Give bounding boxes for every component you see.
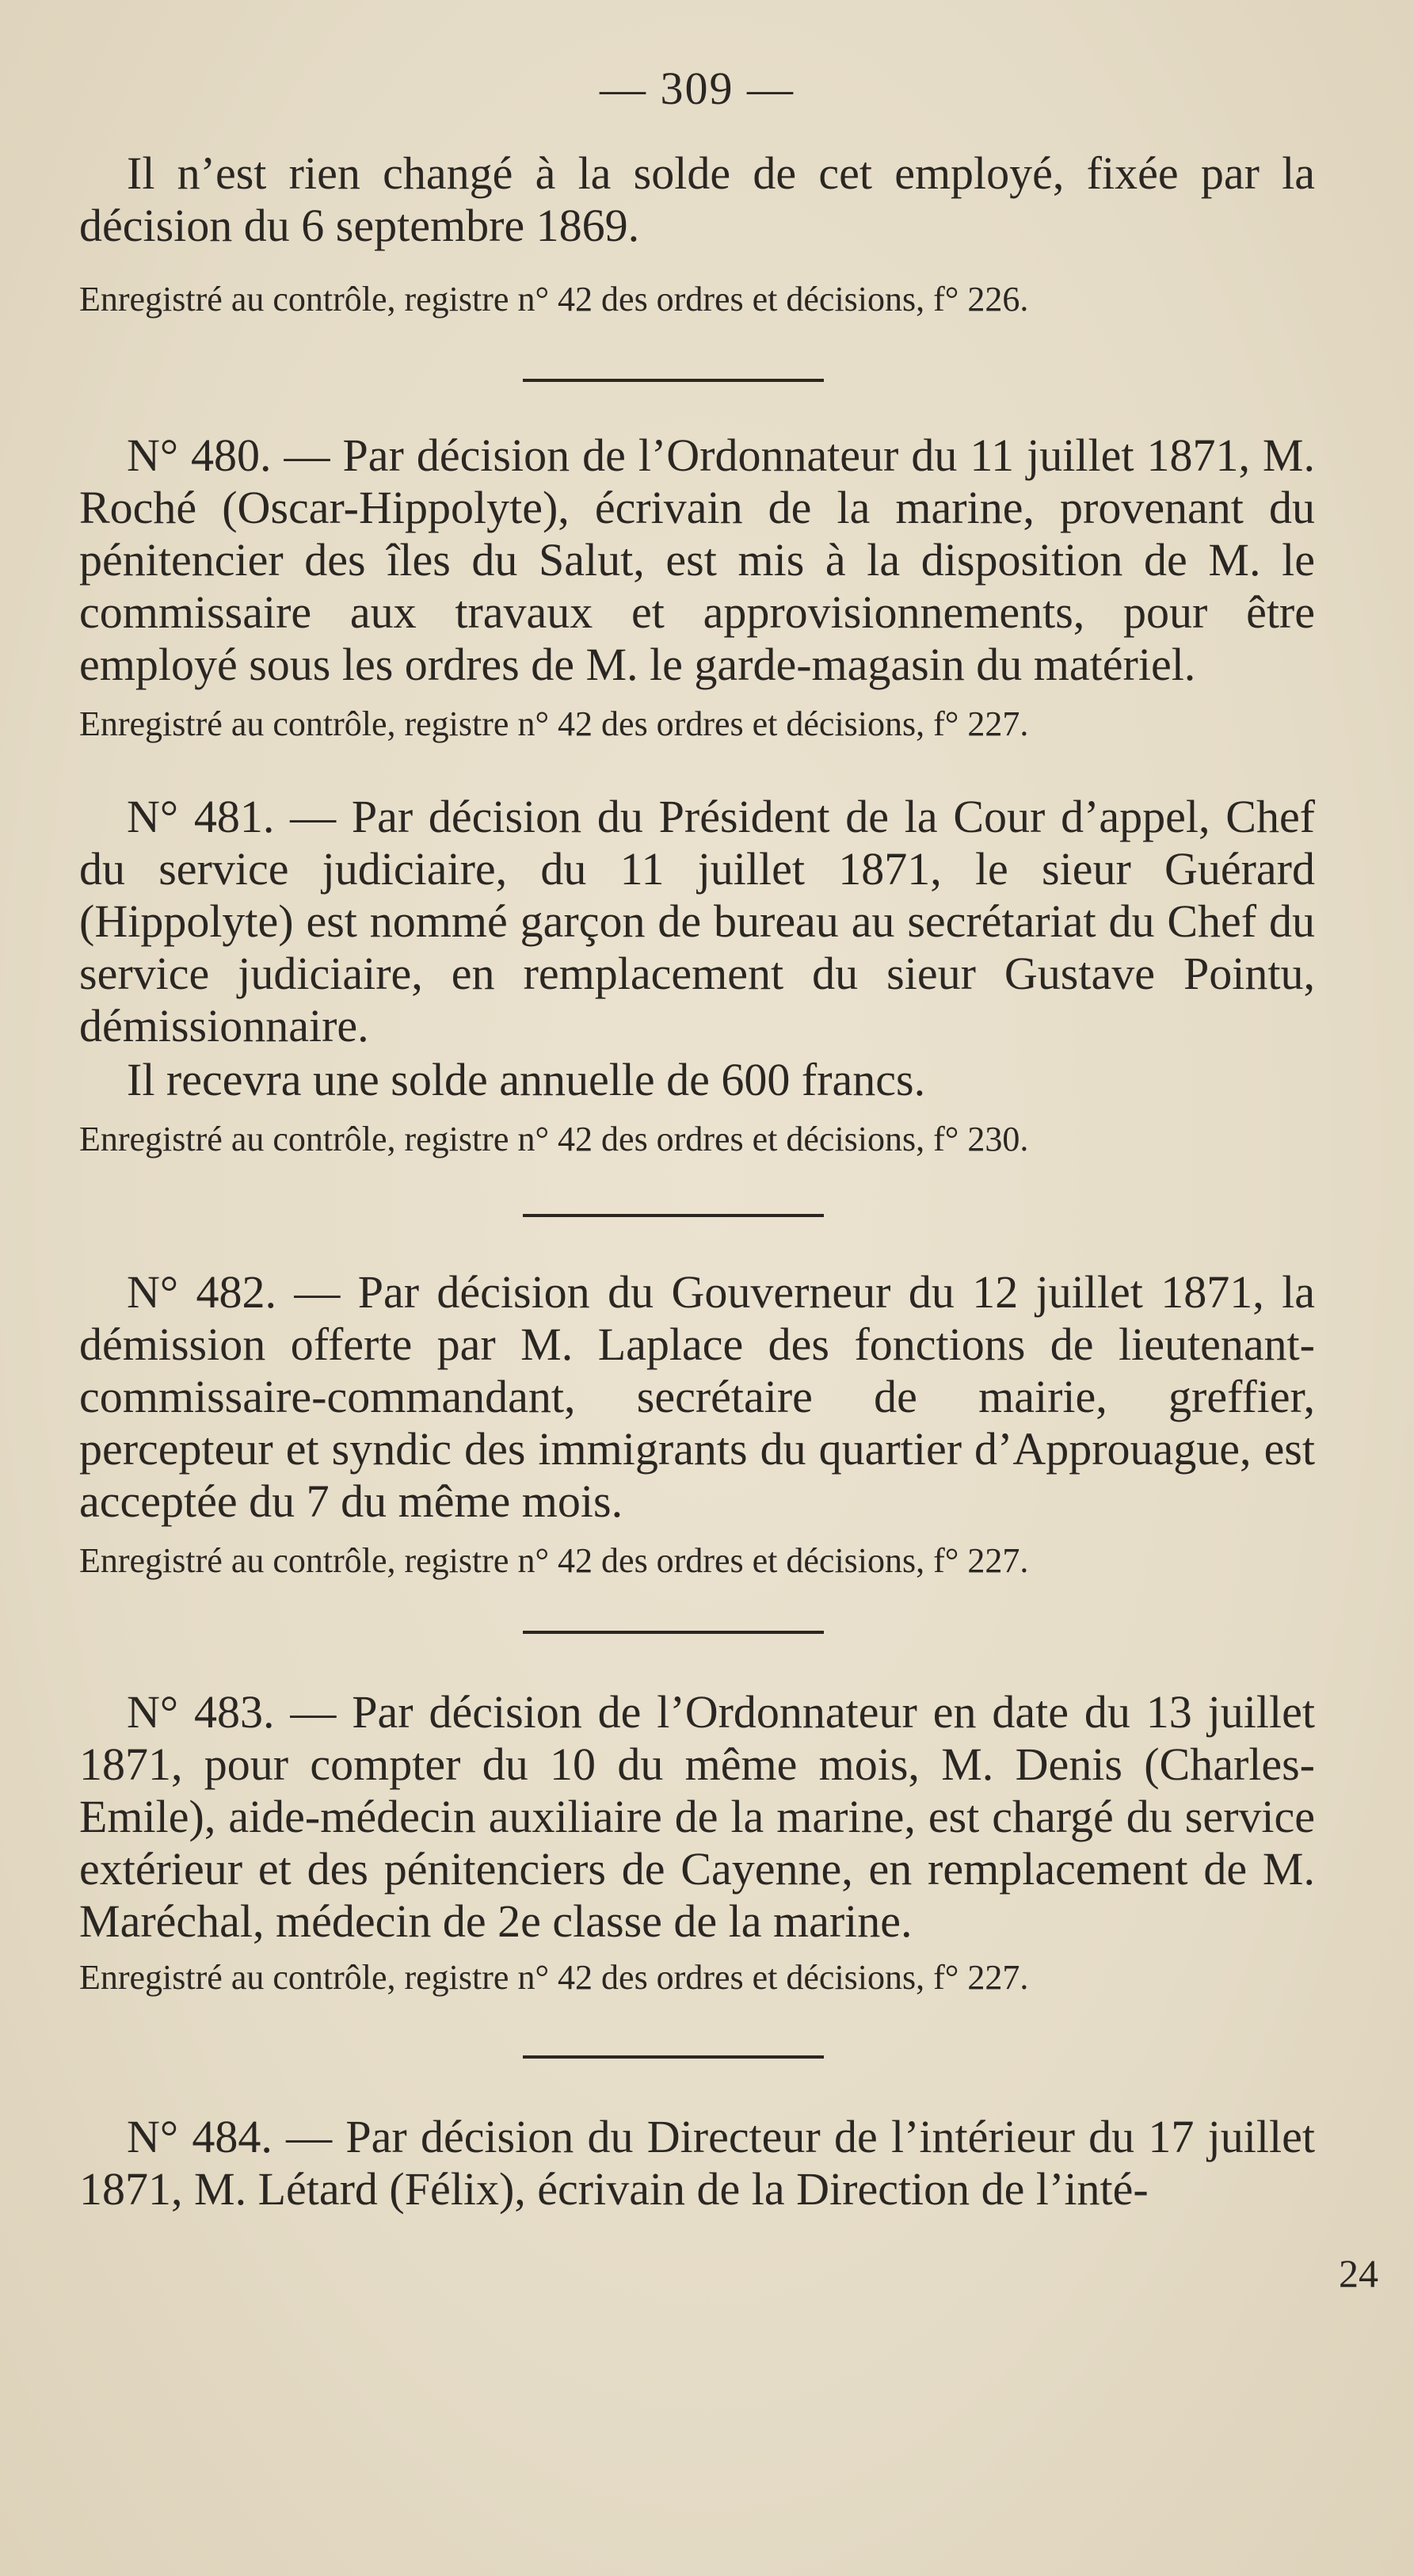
registry-note: Enregistré au contrôle, registre n° 42 des ordres et décisions, f° 227.: [79, 704, 1029, 743]
decision-481-solde: Il recevra une solde annuelle de 600 francs.: [127, 1054, 926, 1105]
paragraph-intro: Il n’est rien changé à la solde de cet employé, fixée par la décision du 6 septembre 1869.: [79, 147, 1315, 251]
section-divider: [523, 1214, 824, 1217]
signature-mark: 24: [1339, 2251, 1378, 2296]
section-divider: [523, 2055, 824, 2059]
decision-480-text: N° 480. — Par décision de l’Ordonnateur du 11 juillet 1871, M. Roché (Oscar-Hippolyte), écrivain de la marine, provenant du pénitencier des îles du Salut, est mis à la disposition de M. le commissaire aux travaux et approvisionnements, pour être employé sous les ordres de M. le garde-magasin du matériel.: [79, 429, 1315, 690]
registry-note: Enregistré au contrôle, registre n° 42 des ordres et décisions, f° 230.: [79, 1120, 1029, 1158]
section-divider: [523, 379, 824, 382]
registry-note: Enregistré au contrôle, registre n° 42 des ordres et décisions, f° 227.: [79, 1541, 1029, 1580]
registry-note: Enregistré au contrôle, registre n° 42 des ordres et décisions, f° 227.: [79, 1958, 1029, 1997]
registry-note: Enregistré au contrôle, registre n° 42 des ordres et décisions, f° 226.: [79, 280, 1029, 319]
section-divider: [523, 1631, 824, 1634]
decision-483-text: N° 483. — Par décision de l’Ordonnateur en date du 13 juillet 1871, pour compter du 10 du même mois, M. Denis (Charles-Emile), aide-médecin auxiliaire de la marine, est chargé du service extérieur et des pénitenciers de Cayenne, en remplacement de M. Maréchal, médecin de 2e classe de la marine.: [79, 1686, 1315, 1947]
decision-484-text: N° 484. — Par décision du Directeur de l’intérieur du 17 juillet 1871, M. Létard (Félix), écrivain de la Direction de l’inté-: [79, 2111, 1315, 2215]
decision-482-text: N° 482. — Par décision du Gouverneur du 12 juillet 1871, la démission offerte par M. Laplace des fonctions de lieutenant-commissaire-commandant, secrétaire de mairie, greffier, percepteur et syndic des immigrants du quartier d’Approuague, est acceptée du 7 du même mois.: [79, 1266, 1315, 1527]
decision-481-text: N° 481. — Par décision du Président de la Cour d’appel, Chef du service judiciaire, du 11 juillet 1871, le sieur Guérard (Hippolyte) est nommé garçon de bureau au secrétariat du Chef du service judiciaire, en remplacement du sieur Gustave Pointu, démissionnaire.: [79, 791, 1315, 1051]
page-number: — 309 —: [600, 63, 795, 114]
